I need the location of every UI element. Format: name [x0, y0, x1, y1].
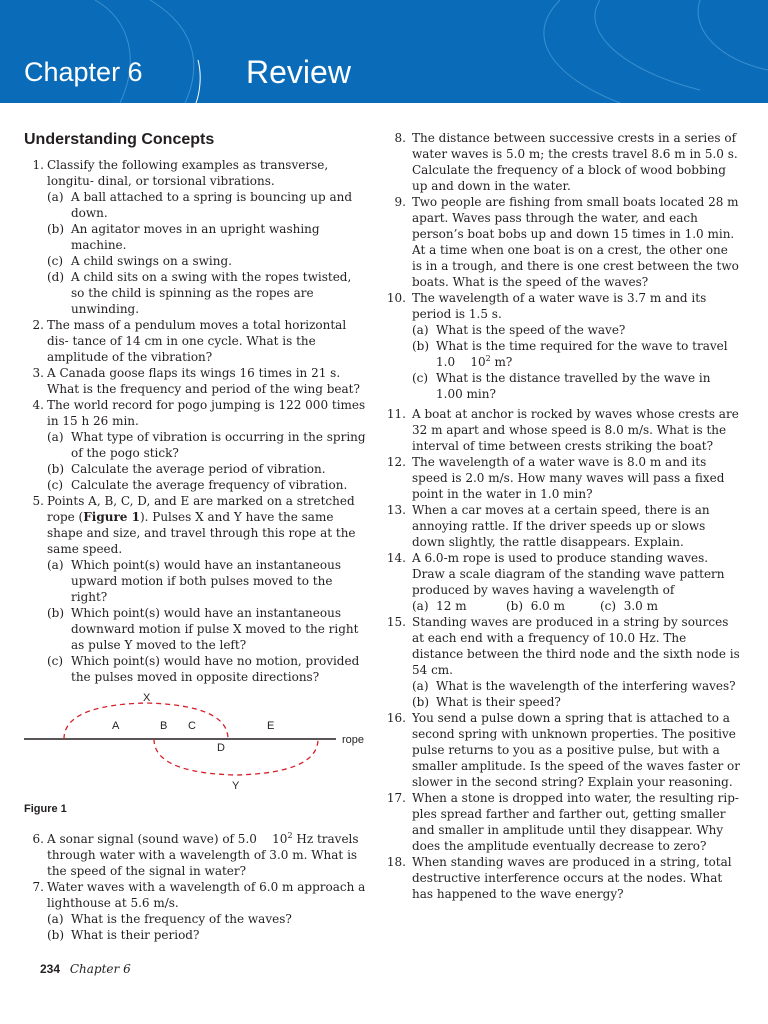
- question-12: [388, 454, 740, 502]
- footer-chapter: Chapter 6: [69, 962, 131, 976]
- label-d: D: [217, 742, 225, 754]
- subquestion-c: (c) Which point(s) would have no motion, provided the pulses moved in opposite directions?: [47, 654, 360, 684]
- subquestion-c: (c) A child swings on a swing.: [47, 254, 232, 268]
- subquestion-b: (b) What is the time required for the wave to travel 1.0 $10^2$ m?: [412, 339, 728, 369]
- pulse-x: [64, 703, 228, 739]
- question-number: 1.: [32, 158, 44, 172]
- option-a: (a) 12 m: [412, 599, 467, 613]
- question-17: [388, 790, 740, 854]
- subquestion-b: (b) What is their speed?: [412, 695, 561, 709]
- question-text: Classify the following examples as transverse, longitu- dinal, or torsional vibrations.: [47, 158, 329, 188]
- subquestion-a: (a) Which point(s) would have an instantaneous upward motion if both pulses moved to the right?: [47, 558, 341, 604]
- question-text: A Canada goose flaps its wings 16 times in 21 s. What is the frequency and period of the wing beat?: [47, 366, 360, 396]
- question-text: When standing waves are produced in a string, total destructive interference occurs at the nodes. What has happened to the wave energy?: [412, 855, 732, 901]
- rope-diagram: [24, 691, 366, 801]
- page-number: 234: [40, 962, 61, 976]
- question-number: 11.: [386, 407, 406, 421]
- exponent: 2: [287, 831, 293, 840]
- question-number: 2.: [32, 318, 44, 332]
- subquestion-b: (b) What is their period?: [47, 928, 200, 942]
- section-title: Understanding Concepts: [24, 131, 215, 148]
- question-text: When a car moves at a certain speed, there is an annoying rattle. If the driver speeds up or slows down slightly, the rattle disappears. Explain.: [412, 503, 710, 549]
- question-6: [24, 831, 366, 879]
- question-text: Two people are fishing from small boats located 28 m apart. Waves pass through the water, and each person’s boat bobs up and down 15 times in 1.0 min. At a time when one boat is on a crest, the other one is in a trough, and there is one crest between the two boats. What is the speed of the waves?: [412, 195, 739, 289]
- question-text: A 6.0-m rope is used to produce standing waves. Draw a scale diagram of the standing wave pattern produced by waves having a wavelength of: [412, 551, 725, 597]
- question-number: 7.: [32, 880, 44, 894]
- question-14: [388, 550, 740, 614]
- subquestion-a: (a) What type of vibration is occurring in the spring of the pogo stick?: [47, 430, 366, 460]
- question-text: Points A, B, C, D, and E are marked on a stretched rope (: [47, 494, 355, 524]
- figure-1: [24, 691, 366, 801]
- subquestion-b: (b) An agitator moves in an upright washing machine.: [47, 222, 320, 252]
- question-text: The wavelength of a water wave is 8.0 m and its speed is 2.0 m/s. How many waves will pass a fixed point in the water in 1.0 min?: [412, 455, 725, 501]
- question-number: 16.: [386, 711, 406, 725]
- question-number: 9.: [394, 195, 406, 209]
- page-footer: [40, 962, 131, 976]
- question-number: 4.: [32, 398, 44, 412]
- subquestion-a: (a) What is the speed of the wave?: [412, 323, 626, 337]
- left-column: [24, 130, 366, 943]
- question-9: [388, 194, 740, 290]
- label-e: E: [267, 720, 275, 732]
- answer-options: [412, 598, 740, 614]
- question-18: [388, 854, 740, 902]
- subquestion-a: (a) A ball attached to a spring is bouncing up and down.: [47, 190, 353, 220]
- label-x: X: [143, 692, 151, 704]
- question-text: The world record for pogo jumping is 122 000 times in 15 h 26 min.: [47, 398, 366, 428]
- exponent-base: 10: [272, 832, 288, 846]
- pulse-y: [154, 739, 318, 775]
- label-b: B: [160, 720, 168, 732]
- chapter-header: [0, 0, 768, 103]
- question-number: 17.: [386, 791, 406, 805]
- label-a: A: [112, 720, 120, 732]
- question-number: 12.: [386, 455, 406, 469]
- question-4: [24, 397, 366, 493]
- question-number: 13.: [386, 503, 406, 517]
- question-number: 6.: [32, 832, 44, 846]
- question-2: [24, 317, 366, 365]
- question-11: [388, 406, 740, 454]
- question-7: [24, 879, 366, 943]
- right-column: [388, 130, 740, 902]
- question-text-continued: Hz travels through water with a wavelength of 3.0 m. What is the speed of the signal in water?: [47, 832, 359, 878]
- question-13: [388, 502, 740, 550]
- option-c: (c) 3.0 m: [600, 599, 658, 613]
- option-b: (b) 6.0 m: [506, 599, 565, 613]
- label-rope: rope: [342, 734, 365, 746]
- figure-reference: Figure 1: [83, 510, 140, 524]
- chapter-label: Chapter 6: [24, 57, 143, 87]
- question-text: The distance between successive crests in a series of water waves is 5.0 m; the crests travel 8.6 m in 5.0 s. Calculate the frequency of a block of wood bobbing up and down in the water.: [412, 131, 738, 193]
- subquestion-b: (b) Which point(s) would have an instantaneous downward motion if pulse X moved to the right as pulse Y moved to the left?: [47, 606, 359, 652]
- question-text: A sonar signal (sound wave) of 5.0: [47, 832, 257, 846]
- question-number: 8.: [394, 131, 406, 145]
- question-text: A boat at anchor is rocked by waves whose crests are 32 m apart and whose speed is 8.0 m/s. What is the interval of time between crests striking the boat?: [412, 407, 739, 453]
- question-16: [388, 710, 740, 790]
- question-10: [388, 290, 740, 402]
- question-number: 18.: [386, 855, 406, 869]
- question-text: Standing waves are produced in a string by sources at each end with a frequency of 10.0 Hz. The distance between the third node and the sixth node is 54 cm.: [412, 615, 740, 677]
- question-number: 14.: [386, 551, 406, 565]
- question-text: The wavelength of a water wave is 3.7 m and its period is 1.5 s.: [412, 291, 707, 321]
- subquestion-b: (b) Calculate the average period of vibration.: [47, 462, 326, 476]
- question-number: 3.: [32, 366, 44, 380]
- question-text: The mass of a pendulum moves a total horizontal dis- tance of 14 cm in one cycle. What is the amplitude of the vibration?: [47, 318, 347, 364]
- subquestion-c: (c) What is the distance travelled by the wave in 1.00 min?: [412, 371, 711, 401]
- subquestion-c: (c) Calculate the average frequency of vibration.: [47, 478, 348, 492]
- question-text: Water waves with a wavelength of 6.0 m approach a lighthouse at 5.6 m/s.: [47, 880, 366, 910]
- question-15: [388, 614, 740, 710]
- figure-caption: Figure 1: [24, 803, 67, 815]
- page-title: Review: [246, 54, 351, 90]
- question-5: [24, 493, 366, 685]
- question-number: 10.: [386, 291, 406, 305]
- question-text: You send a pulse down a spring that is attached to a second spring with unknown properties. The positive pulse returns to you as a positive pulse, but with a smaller amplitude. Is the speed of the waves faster or slower in the second string? Explain your reasoning.: [412, 711, 741, 789]
- question-3: [24, 365, 366, 397]
- question-number: 15.: [386, 615, 406, 629]
- question-text: When a stone is dropped into water, the resulting rip- ples spread farther and farther out, getting smaller and smaller in amplitude until they disappear. Why does the amplitude eventually decrease to zero?: [412, 791, 739, 853]
- question-text-continued: ). Pulses X and Y have the same shape and size, and travel through this rope at the same speed.: [47, 510, 356, 556]
- question-8: [388, 130, 740, 194]
- subquestion-a: (a) What is the frequency of the waves?: [47, 912, 292, 926]
- label-c: C: [188, 720, 196, 732]
- subquestion-a: (a) What is the wavelength of the interfering waves?: [412, 679, 736, 693]
- subquestion-d: (d) A child sits on a swing with the ropes twisted, so the child is spinning as the ropes are unwinding.: [47, 270, 352, 316]
- question-number: 5.: [32, 494, 44, 508]
- question-1: [24, 157, 366, 317]
- label-y: Y: [232, 780, 240, 792]
